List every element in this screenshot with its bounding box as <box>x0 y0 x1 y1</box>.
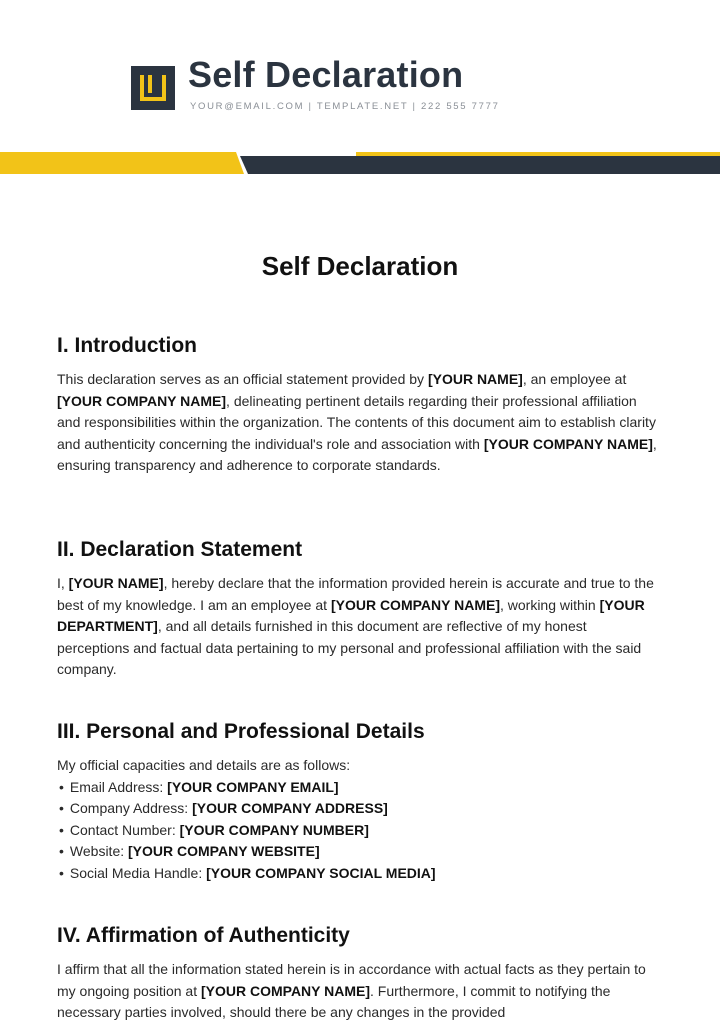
details-list <box>57 777 657 885</box>
logo-frame-shape <box>140 75 166 101</box>
brand-title: Self Declaration <box>188 54 464 95</box>
document-title: Self Declaration <box>261 251 459 281</box>
company-logo <box>131 66 175 110</box>
details-intro: My official capacities and details are as follows: <box>57 757 351 773</box>
list-item: • Email Address: [YOUR COMPANY EMAIL] <box>59 777 657 799</box>
section-paragraph: I affirm that all the information stated herein is in accordance with actual facts as they pertain to my ongoing position at [YOUR COMPANY NAME]. Furthermore, I commit to notifying the necessary parties involved, should there be any changes in the provided <box>57 961 646 1021</box>
section-heading: IV. Affirmation of Authenticity <box>57 924 350 947</box>
section-declaration-statement <box>57 537 657 681</box>
header-band-yellow-thin <box>356 152 720 156</box>
section-heading: III. Personal and Professional Details <box>57 720 425 743</box>
section-paragraph: I, [YOUR NAME], hereby declare that the information provided herein is accurate and true to the best of my knowledge. I am an employee at [YOUR COMPANY NAME], working within [YOUR DEPARTMENT], and all details furnished in this document are reflective of my honest perceptions and factual data pertaining to my personal and professional affiliation with the said company. <box>57 575 654 678</box>
section-heading: II. Declaration Statement <box>57 538 303 561</box>
section-introduction <box>57 333 657 477</box>
section-affirmation <box>57 923 657 1024</box>
list-item: • Website: [YOUR COMPANY WEBSITE] <box>59 841 657 863</box>
contact-line: YOUR@EMAIL.COM | TEMPLATE.NET | 222 555 7777 <box>190 101 500 112</box>
logo-bar-shape <box>148 75 152 93</box>
list-item: • Contact Number: [YOUR COMPANY NUMBER] <box>59 820 657 842</box>
section-personal-details <box>57 719 657 885</box>
header-band-yellow <box>0 152 244 174</box>
section-paragraph: This declaration serves as an official statement provided by [YOUR NAME], an employee at [YOUR COMPANY NAME], delineating pertinent details regarding their professional affiliation and responsibilities within the organization. The contents of this document aim to establish clarity and authenticity concerning the individual's role and association with [YOUR COMPANY NAME], ensuring transparency and adherence to corporate standards. <box>57 371 657 474</box>
section-heading: I. Introduction <box>57 334 197 357</box>
header-band-dark <box>240 156 720 174</box>
list-item: • Company Address: [YOUR COMPANY ADDRESS] <box>59 798 657 820</box>
list-item: • Social Media Handle: [YOUR COMPANY SOCIAL MEDIA] <box>59 863 657 885</box>
